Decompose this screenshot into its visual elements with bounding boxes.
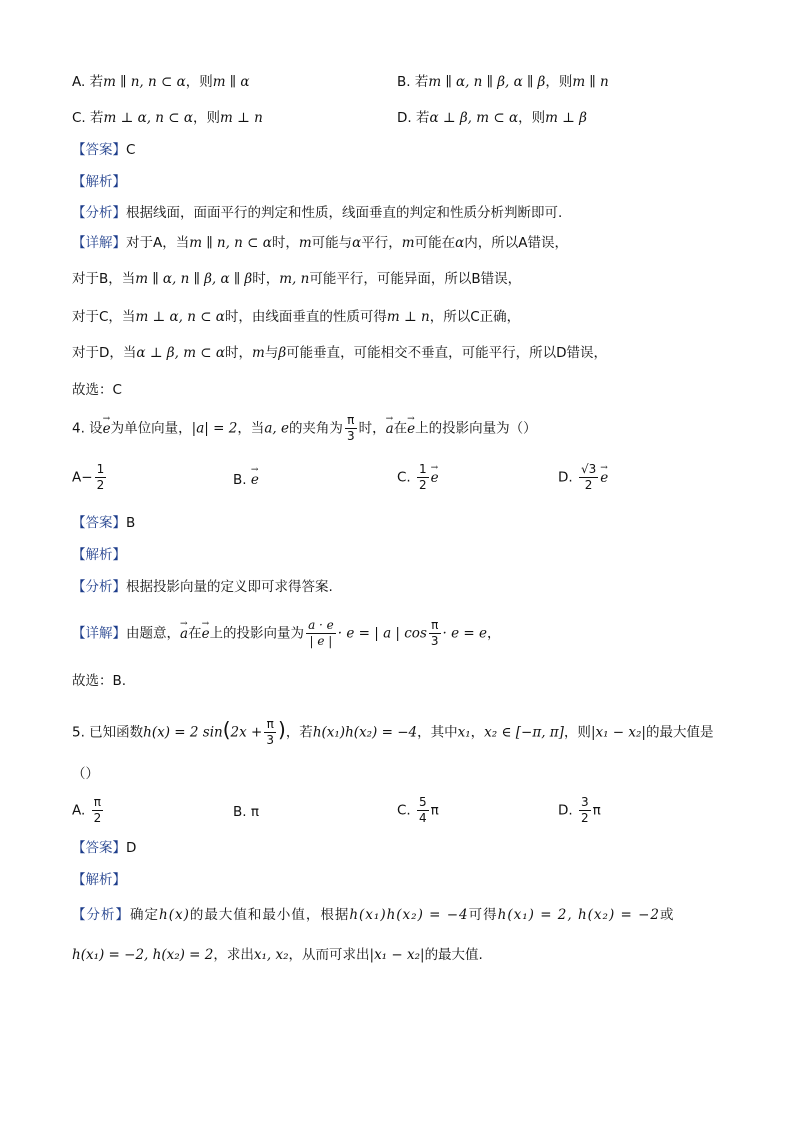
- q4-angle-fraction: $\frac{\pi}{3}$: [346, 413, 355, 443]
- q4-jiexi-heading: 【解析】: [72, 547, 126, 563]
- q4-option-c: C. $\frac{1}{2}$ → e: [397, 462, 439, 493]
- q5-jiexi-heading: 【解析】: [72, 872, 126, 888]
- q3-option-b: B. 若m ∥ α, n ∥ β, α ∥ β，则m ∥ n: [397, 74, 609, 90]
- q4-option-b: B. → e: [233, 470, 259, 490]
- q5-option-a: A. $\frac{\pi}{2}$: [72, 795, 102, 825]
- q3-jiexi-heading: 【解析】: [72, 174, 126, 190]
- q5-stem: 5. 已知函数h(x) = 2 sin(2x + $\frac{\pi}{3}$ )，若h(x₁)h(x₂) = −4，其中x₁，x₂ ∈ [−π, π]，则|x₁ − x₂|的最大值是: [72, 717, 714, 747]
- q5-stem-blank: （）: [72, 766, 99, 782]
- q4-stem: 4. 设→ e为单位向量，|a| = 2，当a, e的夹角为 $\frac{\pi}{3}$ 时，→ a在→ e上的投影向量为（）: [72, 413, 537, 444]
- q3-option-a: A. 若m ∥ n, n ⊂ α，则m ∥ α: [72, 74, 250, 90]
- q4-projection-fraction: $\frac{a \cdot e}{| e |}$: [308, 618, 334, 648]
- q3-xiangjie-line1: 【详解】对于A，当m ∥ n, n ⊂ α时，m可能与α平行，m可能在α内，所以A错误，: [72, 235, 568, 251]
- q3-conclusion: 故选：C: [72, 382, 122, 398]
- q5-option-c: C. $\frac{5}{4}$ π: [397, 795, 439, 825]
- q5-answer: 【答案】D: [72, 840, 137, 856]
- q4-option-a: A− $\frac{1}{2}$: [72, 462, 105, 492]
- q5-fenxi-line1: 【分析】确定h(x)的最大值和最小值，根据h(x₁)h(x₂) = −4可得h(x₁) = 2, h(x₂) = −2或: [72, 907, 675, 923]
- q4-fenxi: 【分析】根据投影向量的定义即可求得答案.: [72, 579, 333, 595]
- q4-option-d: D. $\frac{√3}{2}$ → e: [558, 462, 608, 493]
- q3-xiangjie-line3: 对于C，当m ⊥ α, n ⊂ α时，由线面垂直的性质可得m ⊥ n，所以C正确，: [72, 309, 521, 325]
- q5-fenxi-line2: h(x₁) = −2, h(x₂) = 2，求出x₁, x₂，从而可求出|x₁ − x₂|的最大值.: [72, 947, 483, 963]
- q4-answer: 【答案】B: [72, 515, 136, 531]
- q5-option-b: B. π: [233, 804, 259, 820]
- q3-option-c: C. 若m ⊥ α, n ⊂ α，则m ⊥ n: [72, 110, 263, 126]
- q3-fenxi: 【分析】根据线面，面面平行的判定和性质，线面垂直的判定和性质分析判断即可.: [72, 205, 563, 221]
- q5-option-d: D. $\frac{3}{2}$ π: [558, 795, 601, 825]
- q4-conclusion: 故选：B.: [72, 673, 127, 689]
- q3-xiangjie-line2: 对于B，当m ∥ α, n ∥ β, α ∥ β时，m, n可能平行，可能异面，所以B错误，: [72, 271, 522, 287]
- q4-xiangjie: 【详解】由题意，→ a在→ e上的投影向量为 $\frac{a \cdot e}{| e |}$ · e = | a | cos $\frac{\pi}{3}$ · e = e，: [72, 618, 500, 649]
- q3-option-d: D. 若α ⊥ β, m ⊂ α，则m ⊥ β: [397, 110, 587, 126]
- q3-xiangjie-line4: 对于D，当α ⊥ β, m ⊂ α时，m与β可能垂直，可能相交不垂直，可能平行，所以D错误，: [72, 345, 608, 361]
- q3-answer: 【答案】C: [72, 142, 136, 158]
